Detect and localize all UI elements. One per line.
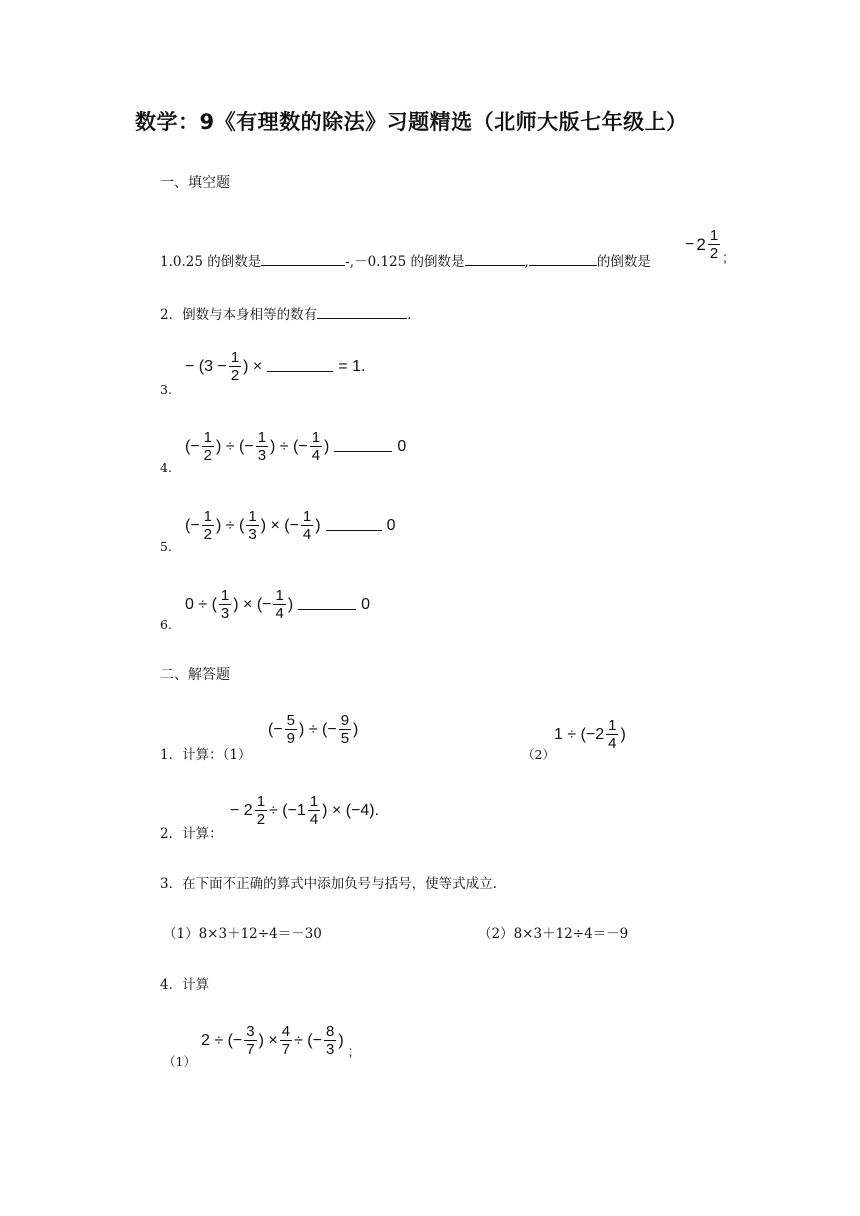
answer-blank[interactable] <box>298 600 356 610</box>
fraction: $\frac{4}{7}$ <box>281 1023 291 1058</box>
answer-blank[interactable] <box>326 521 382 531</box>
fraction: $\frac{9}{5}$ <box>340 712 350 747</box>
fraction: $\frac{1}{3}$ <box>248 508 257 543</box>
fraction: $\frac{1}{3}$ <box>220 587 230 622</box>
question-2-2-label: 2．计算： <box>160 826 223 842</box>
answer-blank[interactable] <box>465 253 525 266</box>
answer-blank[interactable] <box>267 362 333 372</box>
question-1-2: 2．倒数与本身相等的数有 . <box>160 307 412 323</box>
fraction: $\frac{1}{3}$ <box>257 429 267 464</box>
question-number-5: 5. <box>160 539 172 554</box>
fraction: $\frac{1}{2}$ <box>709 227 719 262</box>
answer-blank[interactable] <box>334 442 392 452</box>
question-2-1-part2-label: （2） <box>522 747 555 762</box>
mixed-number-expression: − 2 $\frac{1}{2}$ ; <box>685 227 727 265</box>
question-number-3: 3. <box>160 382 172 397</box>
question-2-3-text: 3．在下面不正确的算式中添加负号与括号，使等式成立. <box>160 876 497 892</box>
question-2-3-part1: （1）8×3＋12÷4＝－30 <box>163 926 322 942</box>
section-heading-solve: 二、解答题 <box>160 667 230 683</box>
fraction: $\frac{1}{4}$ <box>311 429 321 464</box>
fraction: $\frac{1}{2}$ <box>230 349 240 384</box>
question-2-1-part1-expression: (− $\frac{5}{9}$ ) ÷ (− $\frac{9}{5}$ ) <box>268 712 359 747</box>
fraction: $\frac{1}{4}$ <box>275 587 284 622</box>
question-number-6: 6. <box>160 617 172 632</box>
fraction: $\frac{1}{2}$ <box>203 429 213 464</box>
question-1-1: 1.0.25 的倒数是 -,－0.125 的倒数是 , 的倒数是 <box>160 254 651 270</box>
question-1-6-expression: 0 ÷ ( $\frac{1}{3}$ ) × (− $\frac{1}{4}$ ) 0 <box>185 587 371 622</box>
question-1-4-expression: (− $\frac{1}{2}$ ) ÷ (− $\frac{1}{3}$ ) ÷ (− $\frac{1}{4}$ ) 0 <box>185 429 407 464</box>
question-2-4-label: 4．计算 <box>160 977 210 993</box>
question-1-5-expression: (− $\frac{1}{2}$ ) ÷ ( $\frac{1}{3}$ ) × (− $\frac{1}{4}$ ) 0 <box>185 508 396 543</box>
fraction: $\frac{1}{4}$ <box>302 508 312 543</box>
fraction: $\frac{3}{7}$ <box>246 1023 255 1058</box>
answer-blank[interactable] <box>261 253 345 266</box>
question-2-3-part2: （2）8×3＋12÷4＝－9 <box>478 926 629 942</box>
fraction: $\frac{1}{4}$ <box>309 793 319 828</box>
question-2-4-expression: 2 ÷ (− $\frac{3}{7}$ ) × $\frac{4}{7}$ ÷ (− $\frac{8}{3}$ ) ; <box>201 1023 353 1059</box>
fraction: $\frac{1}{2}$ <box>203 508 213 543</box>
question-2-1-part2-expression: 1 ÷ (−2 $\frac{1}{4}$ ) <box>554 717 626 752</box>
page-title: 数学：9《有理数的除法》习题精选（北师大版七年级上） <box>135 110 688 134</box>
fraction: $\frac{1}{2}$ <box>256 793 266 828</box>
answer-blank[interactable] <box>317 306 407 319</box>
question-2-1-label: 1．计算：（1） <box>160 747 252 763</box>
question-2-2-expression: − 2 $\frac{1}{2}$ ÷ (−1 $\frac{1}{4}$ ) × (−4). <box>230 793 380 828</box>
fraction: $\frac{5}{9}$ <box>286 712 296 747</box>
question-2-4-sub-label: （1） <box>163 1054 196 1069</box>
fraction: $\frac{1}{4}$ <box>608 717 617 752</box>
fraction: $\frac{8}{3}$ <box>325 1023 335 1058</box>
section-heading-fill-in: 一、填空题 <box>160 175 230 191</box>
question-1-3-expression: − (3 − $\frac{1}{2}$ ) × = 1. <box>185 349 366 384</box>
answer-blank[interactable] <box>529 253 597 266</box>
question-number-4: 4. <box>160 460 172 475</box>
